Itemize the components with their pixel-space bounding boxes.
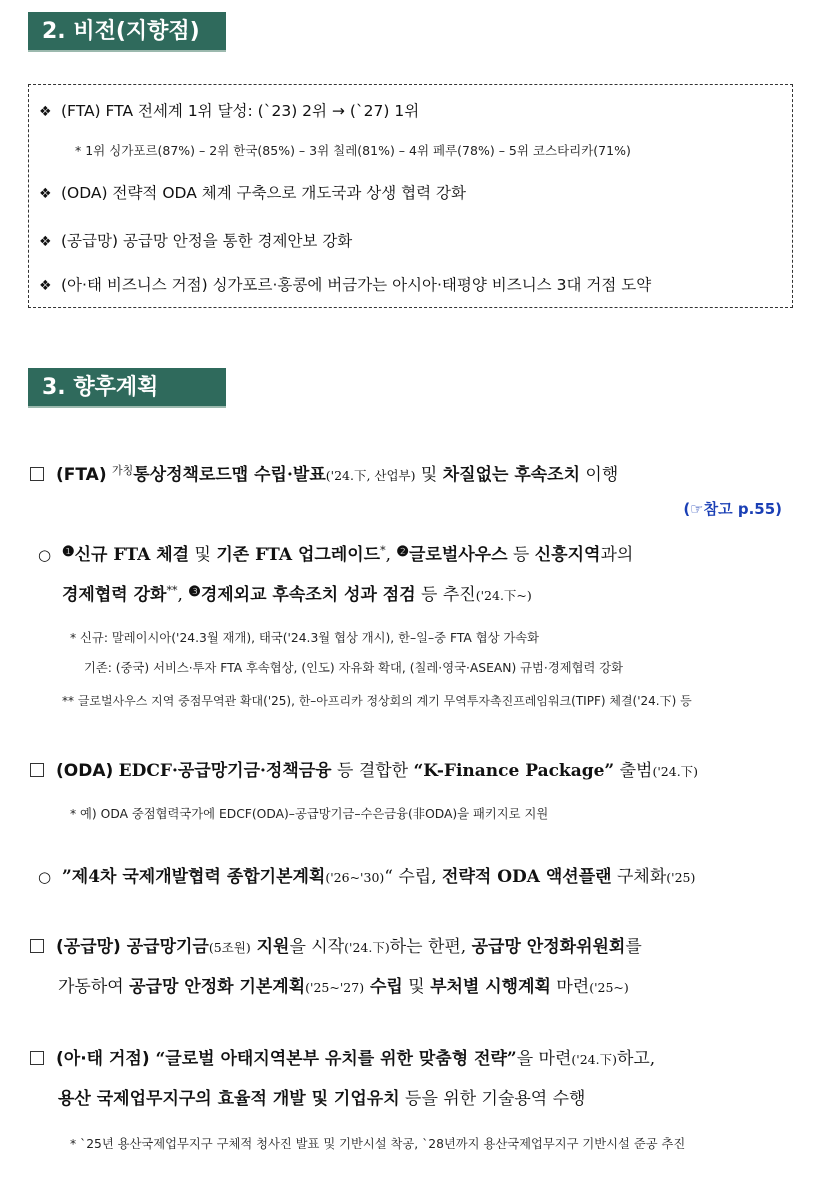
superscript: 가칭 [112, 464, 134, 477]
vision-item-oda [39, 181, 466, 203]
plan-item-hub [30, 1044, 655, 1069]
text: 지원 [250, 937, 290, 957]
fta-note-existing: 기존: (중국) 서비스·투자 FTA 후속협상, (인도) 자유화 확대, (칠레·영국·ASEAN) 규범·경제협력 강화 [84, 661, 624, 675]
text: “글로벌 아태지역본부 유치를 위한 맞춤형 전략” [149, 1049, 517, 1069]
text: ('25~) [589, 980, 629, 995]
text: “K-Finance Package” [413, 761, 615, 781]
text: ('24.下) [344, 940, 390, 955]
text: 공급망 안정화위원회 [471, 937, 626, 957]
circle-bullet-icon: ○ [38, 546, 52, 564]
text: 경제외교 후속조치 성과 점검 [200, 585, 416, 605]
text: 및 [415, 465, 443, 485]
text: 및 [189, 545, 217, 565]
diamond-bullet-icon: ❖ [39, 104, 52, 120]
vision-box [28, 84, 793, 308]
vision-item-text: (공급망) 공급망 안정을 통한 경제안보 강화 [61, 232, 353, 250]
checkbox-square-icon [30, 939, 44, 953]
vision-item-text: (아·태 비즈니스 거점) 싱가포르·홍콩에 버금가는 아시아·태평양 비즈니스 3대 거점 도약 [61, 276, 652, 294]
text: 등 [507, 545, 535, 565]
plan-item-supply [30, 932, 642, 957]
text: 공급망 안정화 기본계획 [129, 977, 306, 997]
text: , [385, 545, 397, 565]
fta-note-new: * 신규: 말레이시아('24.3월 재개), 태국('24.3월 협상 개시), 한–일–중 FTA 협상 가속화 [70, 631, 540, 645]
text: 마련 [550, 977, 590, 997]
reference-link[interactable]: (☞참고 p.55) [683, 500, 782, 518]
fta-note-globalsouth: ** 글로벌사우스 지역 중점무역관 확대('25), 한–아프리카 정상회의 계기 무역투자촉진프레임워크(TIPF) 체결('24.下) 등 [62, 694, 692, 708]
text: ”제4차 국제개발협력 종합기본계획 [62, 867, 326, 887]
circle-bullet-icon: ○ [38, 868, 52, 886]
text: 차질없는 후속조치 [442, 465, 581, 485]
text: 과의 [600, 545, 634, 565]
plan-item-oda [30, 756, 698, 781]
text: 용산 국제업무지구의 효율적 개발 및 기업유치 [58, 1089, 400, 1109]
text: “ 수립, [384, 867, 443, 887]
vision-item-supply [39, 229, 352, 251]
text: ** [166, 584, 178, 597]
hub-note: * `25년 용산국제업무지구 구체적 청사진 발표 및 기반시설 착공, `28년까지 용산국제업무지구 기반시설 준공 추진 [70, 1137, 686, 1151]
text: 글로벌사우스 [408, 545, 508, 565]
text: 통상정책로드맵 수립·발표 [133, 465, 326, 485]
diamond-bullet-icon: ❖ [39, 186, 52, 202]
text: 신흥지역 [534, 545, 601, 565]
text: 등 추진 [415, 585, 476, 605]
text: ('24.下) [571, 1052, 617, 1067]
text: 하는 한편, [389, 937, 472, 957]
checkbox-square-icon [30, 467, 44, 481]
diamond-bullet-icon: ❖ [39, 278, 52, 294]
text: , [177, 585, 189, 605]
plan-hub-line2 [58, 1084, 585, 1109]
text: 하고, [616, 1049, 656, 1069]
text: 신규 FTA 체결 [74, 545, 190, 565]
num-2-icon: ❷ [396, 544, 409, 560]
text: 를 [625, 937, 642, 957]
diamond-bullet-icon: ❖ [39, 234, 52, 250]
text: ('24.下~) [475, 588, 532, 603]
text: ('24.下, 산업부) [325, 468, 416, 483]
text: ('25) [666, 870, 696, 885]
text: 및 [402, 977, 431, 997]
vision-fta-note: * 1위 싱가포르(87%) – 2위 한국(85%) – 3위 칠레(81%) – 4위 페루(78%) – 5위 코스타리카(71%) [75, 143, 631, 158]
plan-fta-sub-line2 [62, 580, 532, 605]
section-title-plan: 3. 향후계획 [28, 368, 226, 408]
plan-supply-line2 [58, 972, 629, 997]
text: 을 마련 [516, 1049, 572, 1069]
text: (5조원) [208, 940, 251, 955]
plan-tag: (ODA) [56, 761, 114, 781]
checkbox-square-icon [30, 763, 44, 777]
text: EDCF·공급망기금·정책금융 [118, 761, 332, 781]
text: 이행 [580, 465, 619, 485]
text: 등을 위한 기술용역 수행 [399, 1089, 586, 1109]
text: ('25~'27) [305, 980, 365, 995]
vision-item-text: (FTA) FTA 전세계 1위 달성: (`23) 2위 → (`27) 1위 [61, 102, 420, 120]
text: 구체화 [611, 867, 667, 887]
plan-fta-sub [38, 540, 633, 565]
text: 출범 [614, 761, 653, 781]
text: 전략적 ODA 액션플랜 [442, 867, 612, 887]
num-3-icon: ❸ [188, 584, 201, 600]
oda-note: * 예) ODA 중점협력국가에 EDCF(ODA)–공급망기금–수은금융(非ODA)을 패키지로 지원 [70, 807, 549, 821]
plan-oda-sub [38, 862, 695, 887]
text: 등 결합한 [331, 761, 414, 781]
text: 가동하여 [58, 977, 130, 997]
plan-tag: (아·태 거점) [56, 1049, 150, 1069]
text: * [380, 544, 386, 557]
text: 부처별 시행계획 [430, 977, 551, 997]
text: 수립 [364, 977, 403, 997]
text: ('26~'30) [325, 870, 385, 885]
vision-item-fta [39, 99, 419, 121]
checkbox-square-icon [30, 1051, 44, 1065]
num-1-icon: ❶ [62, 544, 75, 560]
text: 기존 FTA 업그레이드 [216, 545, 381, 565]
text: 을 시작 [289, 937, 345, 957]
vision-item-hub [39, 273, 651, 295]
section-title-vision: 2. 비전(지향점) [28, 12, 226, 52]
plan-item-fta [30, 460, 618, 485]
text: 경제협력 강화 [62, 585, 167, 605]
text: 공급망기금 [120, 937, 209, 957]
text: ('24.下) [652, 764, 699, 779]
plan-tag: (FTA) [56, 465, 107, 485]
plan-tag: (공급망) [56, 937, 121, 957]
vision-item-text: (ODA) 전략적 ODA 체계 구축으로 개도국과 상생 협력 강화 [61, 184, 466, 202]
